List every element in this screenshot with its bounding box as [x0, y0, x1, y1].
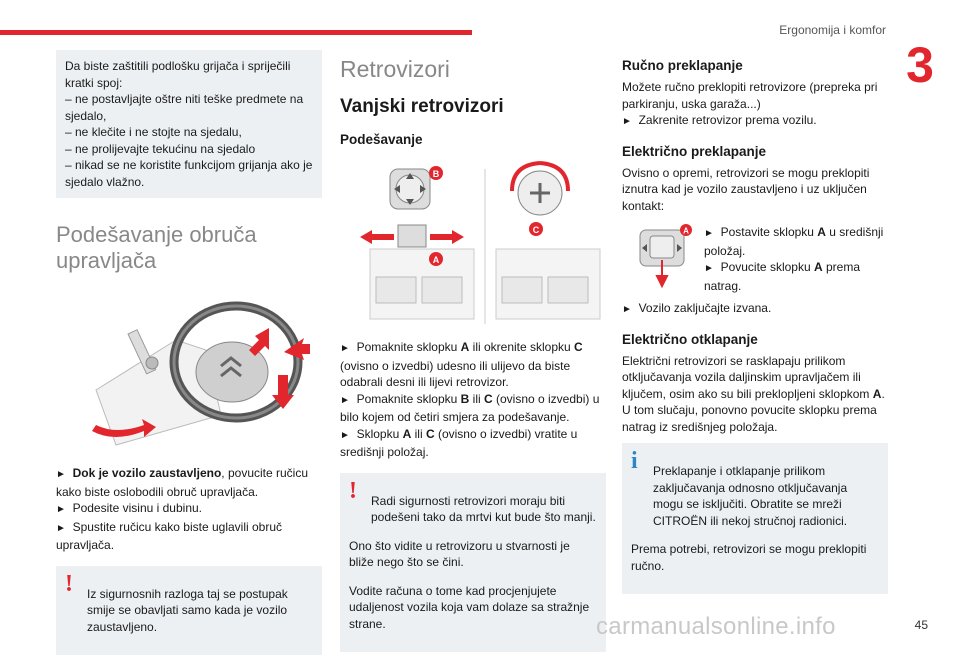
- step-text: Postavite sklopku: [721, 225, 818, 239]
- step-text: Sklopku: [357, 427, 403, 441]
- subtitle-exterior-mirrors: Vanjski retrovizori: [340, 96, 606, 118]
- bullet-icon: ►: [704, 263, 714, 274]
- warning-text: Ono što vidite u retrovizoru u stvarnosti je bliže nego što se čini.: [349, 538, 597, 571]
- step-text: Spustite ručicu kako biste uglavili obruč upravljača.: [56, 520, 282, 553]
- bullet-icon: ►: [56, 504, 66, 515]
- step: [622, 300, 888, 319]
- door-panel-right: [496, 249, 600, 319]
- chapter-title: Ergonomija i komfor: [779, 23, 886, 37]
- step-text: (ovisno o izvedbi) udesno ili ulijevo da biste odabrali desni ili lijevi retrovizor.: [340, 359, 570, 390]
- heading-electric-unfolding: Električno otklapanje: [622, 332, 888, 347]
- heating-precautions-box: [56, 50, 322, 198]
- info-text: Prema potrebi, retrovizori se mogu preklopiti ručno.: [631, 541, 879, 574]
- figure-label: A: [683, 227, 689, 236]
- step: [704, 224, 888, 259]
- column-right: [622, 50, 888, 594]
- step: [56, 519, 322, 554]
- step-key: C: [484, 392, 493, 406]
- info-icon: i: [631, 449, 645, 473]
- mirror-controls-illustration: [340, 159, 606, 331]
- steering-warning-box: [56, 566, 322, 655]
- step-key: C: [574, 340, 583, 354]
- door-panel-left: [370, 249, 474, 319]
- step: [340, 426, 606, 461]
- info-text: Preklapanje i otklapanje prilikom zaključavanja odnosno otključavanja mogu se isključiti. Obratite se mreži CITROËN ili nekoj stručnoj radionici.: [631, 463, 879, 529]
- step: [56, 500, 322, 519]
- warning-icon: !: [349, 479, 363, 503]
- mirror-steps: [340, 339, 606, 461]
- step: [340, 391, 606, 426]
- bullet-icon: ►: [622, 116, 632, 127]
- step-text: , povucite ručicu kako biste oslobodili obruč upravljača.: [56, 466, 308, 499]
- paragraph: Ovisno o opremi, retrovizori se mogu preklopiti iznutra kad je vozilo zaustavljeno i uz uključen kontakt:: [622, 165, 888, 215]
- mirror-warning-box: [340, 473, 606, 653]
- switch-b: [390, 169, 430, 209]
- heading-electric-folding: Električno preklapanje: [622, 144, 888, 159]
- step-text: u središnji položaj.: [704, 225, 883, 258]
- step-text: Zakrenite retrovizor prema vozilu.: [639, 113, 817, 127]
- steering-steps: [56, 465, 322, 554]
- bullet-icon: ►: [622, 304, 632, 315]
- paragraph: Možete ručno preklopiti retrovizore (prepreka pri parkiranju, uska garaža...): [622, 79, 888, 112]
- section-title-mirrors: Retrovizori: [340, 56, 606, 82]
- warning-icon: !: [65, 572, 79, 596]
- bullet-icon: ►: [340, 395, 350, 406]
- box-text: Da biste zaštitili podlošku grijača i spriječili kratki spoj:: [65, 58, 313, 91]
- label-a: [429, 252, 443, 266]
- step-key: B: [461, 392, 470, 406]
- step: [704, 259, 888, 294]
- bullet-icon: ►: [340, 430, 350, 441]
- step-text: (ovisno o izvedbi) vratite u središnji položaj.: [340, 427, 577, 460]
- warning-text: Vodite računa o tome kad procjenjujete udaljenost vozila koja vam dolaze sa stražnje strane.: [349, 583, 597, 633]
- column-left: [56, 50, 322, 655]
- steering-wheel-illustration: [56, 280, 322, 455]
- step-text: (ovisno o izvedbi) u bilo kojem od četiri smjera za podešavanje.: [340, 392, 599, 425]
- warning-text: Iz sigurnosnih razloga taj se postupak smije se obavljati samo kada je vozilo zaustavljeno.: [65, 586, 313, 636]
- step-text: Vozilo zaključajte izvana.: [639, 301, 772, 315]
- step-key: A: [814, 260, 823, 274]
- chapter-number: 3: [900, 40, 940, 90]
- step-bold: Dok je vozilo zaustavljeno: [73, 466, 222, 480]
- label-b: [429, 166, 443, 180]
- paragraph-text: . U tom slučaju, ponovno povucite sklopku prema natrag iz središnjeg položaja.: [622, 387, 885, 434]
- bullet-icon: ►: [56, 523, 66, 534]
- heading-adjustment: Podešavanje: [340, 132, 606, 147]
- electric-folding-text: [622, 165, 888, 215]
- unfold-text: [622, 353, 888, 436]
- box-text: – ne klečite i ne stojte na sjedalu,: [65, 124, 313, 141]
- box-text: – ne prolijevajte tekućinu na sjedalo: [65, 141, 313, 158]
- step-text: ili: [411, 427, 426, 441]
- step-text: Povucite sklopku: [721, 260, 814, 274]
- step-key: A: [403, 427, 412, 441]
- step-key: A: [817, 225, 826, 239]
- figure-label: B: [433, 169, 440, 179]
- bullet-icon: ►: [704, 228, 714, 239]
- switch-a: [360, 225, 464, 247]
- step: [340, 339, 606, 391]
- paragraph-text: Električni retrovizori se rasklapaju prilikom otključavanja vozila daljinskim upravljačem ili ključem, osim ako su bili preklopljeni sklopkom: [622, 354, 873, 401]
- watermark: carmanualsonline.info: [596, 613, 836, 641]
- switch-c: [512, 163, 568, 215]
- step-key: A: [461, 340, 470, 354]
- page-number: 45: [915, 618, 928, 632]
- manual-folding-text: [622, 79, 888, 131]
- info-box: [622, 443, 888, 594]
- step: [622, 112, 888, 131]
- figure-label: A: [433, 255, 440, 265]
- bullet-icon: ►: [340, 343, 350, 354]
- step-text: Podesite visinu i dubinu.: [73, 501, 202, 515]
- fold-switch-illustration: [634, 224, 694, 290]
- step: [56, 465, 322, 500]
- fold-switch-block: [622, 224, 888, 294]
- step-text: ili: [469, 392, 484, 406]
- lock-step: [622, 300, 888, 319]
- step-key: A: [873, 387, 882, 401]
- bullet-icon: ►: [56, 469, 66, 480]
- box-text: – ne postavljajte oštre niti teške predmete na sjedalo,: [65, 91, 313, 124]
- figure-label: C: [533, 225, 540, 235]
- step-text: Pomaknite sklopku: [357, 392, 461, 406]
- fold-steps: [704, 224, 888, 294]
- paragraph: [622, 353, 888, 436]
- step-text: prema natrag.: [704, 260, 860, 293]
- box-text: – nikad se ne koristite funkcijom grijanja ako je sjedalo vlažno.: [65, 157, 313, 190]
- warning-text: Radi sigurnosti retrovizori moraju biti podešeni tako da mrtvi kut bude što manji.: [349, 493, 597, 526]
- heading-manual-folding: Ručno preklapanje: [622, 58, 888, 73]
- label-c: [529, 222, 543, 236]
- step-key: C: [426, 427, 435, 441]
- section-title-steering: Podešavanje obruča upravljača: [56, 222, 322, 274]
- header-accent-bar: [0, 30, 472, 35]
- step-text: Pomaknite sklopku: [357, 340, 461, 354]
- column-middle: [340, 50, 606, 652]
- step-text: ili okrenite sklopku: [469, 340, 574, 354]
